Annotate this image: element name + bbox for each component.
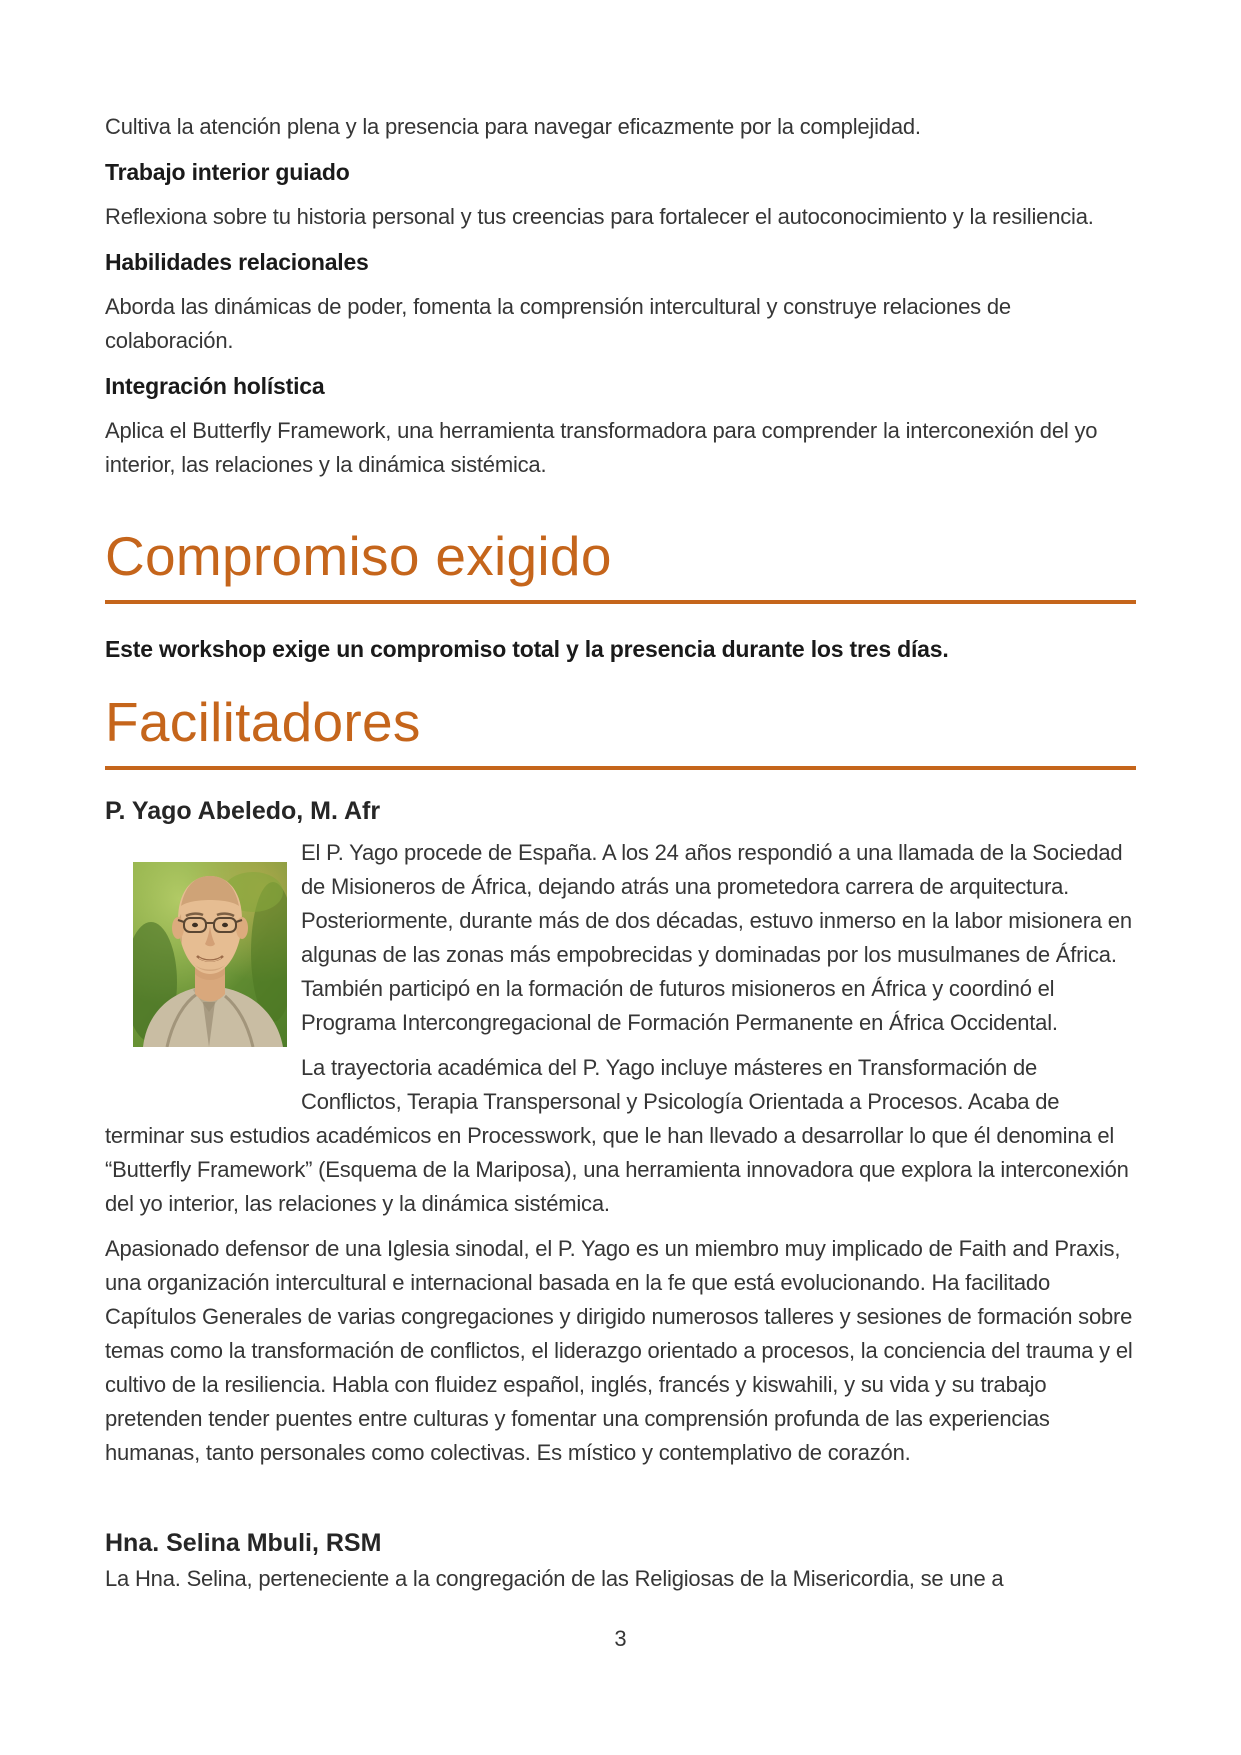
- facilitator-name-yago: P. Yago Abeledo, M. Afr: [105, 797, 381, 825]
- heading-facilitadores: Facilitadores: [105, 692, 1136, 770]
- page-content: [105, 110, 1136, 1607]
- facilitator-photo: [133, 862, 287, 1047]
- facilitator-photo-container: [105, 836, 301, 1088]
- section-heading-trabajo-interior: Trabajo interior guiado: [105, 159, 350, 185]
- bio-paragraph-1: El P. Yago procede de España. A los 24 años respondió a una llamada de la Sociedad de Misioneros de África, dejando atrás una prometedora carrera de arquitectura. Posteriormente, durante más de dos décadas, estuvo inmerso en la labor misionera en algunas de las zonas más empobrecidas y dominadas por los musulmanes de África. También participó en la formación de futuros misioneros en África y coordinó el Programa Intercongregacional de Formación Permanente en África Occidental.: [301, 840, 1132, 1035]
- heading-compromiso-exigido: Compromiso exigido: [105, 526, 1136, 604]
- page-number: 3: [614, 1626, 627, 1651]
- section-body-habilidades: Aborda las dinámicas de poder, fomenta la comprensión intercultural y construye relaciones de colaboración.: [105, 294, 1011, 353]
- section-body-integracion: Aplica el Butterfly Framework, una herramienta transformadora para comprender la interconexión del yo interior, las relaciones y la dinámica sistémica.: [105, 418, 1098, 477]
- section-body-trabajo-interior: Reflexiona sobre tu historia personal y tus creencias para fortalecer el autoconocimiento y la resiliencia.: [105, 204, 1094, 229]
- facilitator-bio-yago: [105, 836, 1136, 1470]
- facilitator-name-selina: Hna. Selina Mbuli, RSM: [105, 1529, 382, 1557]
- intro-paragraph: Cultiva la atención plena y la presencia para navegar eficazmente por la complejidad.: [105, 114, 921, 139]
- bio-paragraph-selina: La Hna. Selina, perteneciente a la congregación de las Religiosas de la Misericordia, se une a: [105, 1566, 1004, 1591]
- compromiso-statement: Este workshop exige un compromiso total y la presencia durante los tres días.: [105, 636, 949, 662]
- section-heading-integracion: Integración holística: [105, 373, 325, 399]
- bio-paragraph-3: Apasionado defensor de una Iglesia sinodal, el P. Yago es un miembro muy implicado de Faith and Praxis, una organización intercultural e internacional basada en la fe que está evolucionando. Ha facilitado Capítulos Generales de varias congregaciones y dirigido numerosos talleres y sesiones de formación sobre temas como la transformación de conflictos, el liderazgo orientado a procesos, la conciencia del trauma y el cultivo de la resiliencia. Habla con fluidez español, inglés, francés y kiswahili, y su vida y su trabajo pretenden tender puentes entre culturas y fomentar una comprensión profunda de las experiencias humanas, tanto personales como colectivas. Es místico y contemplativo de corazón.: [105, 1236, 1133, 1465]
- section-heading-habilidades: Habilidades relacionales: [105, 249, 369, 275]
- bio-paragraph-2: La trayectoria académica del P. Yago incluye másteres en Transformación de Conflictos, Terapia Transpersonal y Psicología Orientada a Procesos. Acaba de terminar sus estudios académicos en Processwork, que le han llevado a desarrollar lo que él denomina el “Butterfly Framework” (Esquema de la Mariposa), una herramienta innovadora que explora la interconexión del yo interior, las relaciones y la dinámica sistémica.: [105, 1055, 1129, 1216]
